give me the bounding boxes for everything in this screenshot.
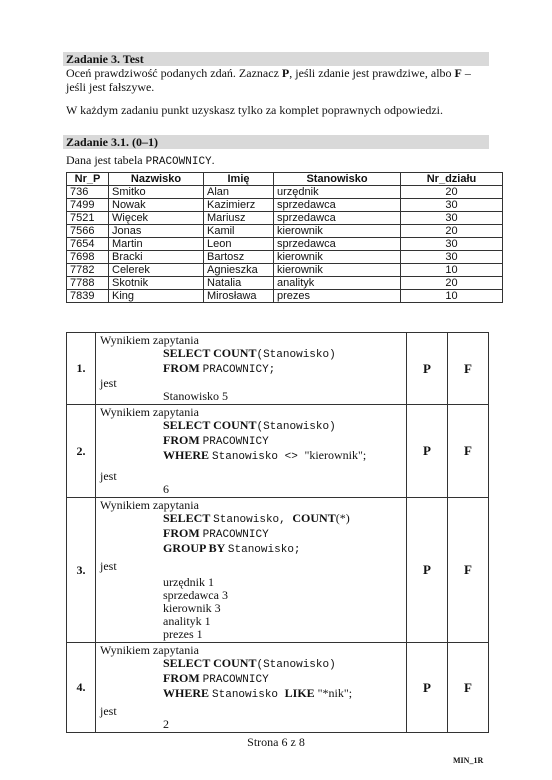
- cell: 736: [67, 186, 109, 199]
- question-lead: Wynikiem zapytania: [100, 643, 199, 657]
- sql-code: PRACOWNICY;: [202, 364, 276, 376]
- sql-code: PRACOWNICY: [202, 674, 269, 686]
- true-option[interactable]: P: [407, 405, 448, 498]
- result-label: jest: [100, 376, 117, 390]
- cell: Bracki: [109, 251, 204, 264]
- sql-line: [100, 362, 402, 377]
- sql-code: PRACOWNICY: [202, 529, 269, 541]
- subtask-header: Zadanie 3.1. (0–1): [66, 135, 159, 149]
- true-option[interactable]: P: [407, 643, 448, 733]
- sql-line: [100, 657, 402, 672]
- instr-f-letter: F: [454, 66, 462, 80]
- cell: 7654: [67, 238, 109, 251]
- false-option[interactable]: F: [448, 498, 489, 643]
- question-row-3: [67, 498, 489, 643]
- sql-keyword: SELECT COUNT: [163, 346, 257, 360]
- question-row-4: [67, 643, 489, 733]
- table-name: PRACOWNICY: [145, 156, 212, 168]
- sql-keyword: SELECT COUNT: [163, 656, 257, 670]
- sql-code: Stanowisko: [212, 689, 285, 701]
- cell: 30: [401, 199, 503, 212]
- cell: Agnieszka: [204, 264, 274, 277]
- cell: Nowak: [109, 199, 204, 212]
- cell: 30: [401, 251, 503, 264]
- false-option[interactable]: F: [448, 643, 489, 733]
- cell: Martin: [109, 238, 204, 251]
- exam-code: MIN_1R: [453, 756, 484, 765]
- cell: Smitko: [109, 186, 204, 199]
- question-lead: Wynikiem zapytania: [100, 333, 199, 347]
- table-row: [67, 212, 503, 225]
- cell: 7839: [67, 290, 109, 303]
- table-row: [67, 225, 503, 238]
- question-row-2: [67, 405, 489, 498]
- cell: 7521: [67, 212, 109, 225]
- sql-keyword: COUNT: [292, 511, 336, 525]
- cell: 7782: [67, 264, 109, 277]
- false-option[interactable]: F: [448, 333, 489, 405]
- result-line: urzędnik 1: [163, 575, 214, 589]
- sql-code: (Stanowisko): [256, 349, 336, 361]
- sql-text: "kierownik";: [304, 448, 367, 462]
- result-line: sprzedawca 3: [163, 588, 228, 602]
- result-line: 6: [163, 482, 169, 496]
- col-header: Imię: [204, 173, 274, 186]
- sql-keyword: FROM: [163, 433, 203, 447]
- result-label: jest: [100, 704, 117, 718]
- sql-keyword: WHERE: [163, 448, 213, 462]
- table-row: [67, 264, 503, 277]
- sql-line: [100, 434, 402, 449]
- cell: kierownik: [274, 225, 401, 238]
- question-number: 3.: [67, 498, 96, 643]
- question-number: 4.: [67, 643, 96, 733]
- sql-keyword: FROM: [163, 526, 203, 540]
- sql-code: PRACOWNICY: [202, 436, 269, 448]
- sql-line: [100, 419, 402, 434]
- cell: Kamil: [204, 225, 274, 238]
- cell: Mirosława: [204, 290, 274, 303]
- question-content: [96, 643, 407, 733]
- sql-line: [100, 542, 402, 557]
- cell: Więcek: [109, 212, 204, 225]
- cell: 10: [401, 290, 503, 303]
- sql-keyword: FROM: [163, 361, 203, 375]
- sql-keyword: WHERE: [163, 686, 213, 700]
- table-row: [67, 199, 503, 212]
- sql-keyword: FROM: [163, 671, 203, 685]
- cell: Leon: [204, 238, 274, 251]
- employees-table: [66, 172, 503, 303]
- question-lead: Wynikiem zapytania: [100, 498, 199, 512]
- task-header: Zadanie 3. Test: [66, 52, 144, 66]
- col-header: Stanowisko: [274, 173, 401, 186]
- cell: 20: [401, 225, 503, 238]
- sql-keyword: SELECT: [163, 511, 214, 525]
- cell: kierownik: [274, 251, 401, 264]
- result-label: jest: [100, 469, 117, 483]
- instr-text-c: – jeśli jest fałszywe.: [66, 66, 471, 94]
- result-line: 2: [163, 717, 169, 731]
- cell: Skotnik: [109, 277, 204, 290]
- question-number: 1.: [67, 333, 96, 405]
- instr-text-a: Oceń prawdziwość podanych zdań. Zaznacz: [66, 66, 282, 80]
- cell: analityk: [274, 277, 401, 290]
- col-header: Nr_P: [67, 173, 109, 186]
- cell: kierownik: [274, 264, 401, 277]
- table-row: [67, 238, 503, 251]
- table-row: [67, 251, 503, 264]
- result-line: prezes 1: [163, 627, 203, 641]
- task-instructions: [66, 66, 489, 94]
- cell: 20: [401, 277, 503, 290]
- sql-code: (Stanowisko): [256, 659, 336, 671]
- cell: 7698: [67, 251, 109, 264]
- cell: prezes: [274, 290, 401, 303]
- task-note: W każdym zadaniu punkt uzyskasz tylko za komplet poprawnych odpowiedzi.: [66, 103, 444, 117]
- sql-line: [100, 687, 402, 702]
- true-option[interactable]: P: [407, 498, 448, 643]
- result-label: jest: [100, 559, 117, 573]
- cell: 20: [401, 186, 503, 199]
- sql-code: (Stanowisko): [256, 421, 336, 433]
- result-line: analityk 1: [163, 614, 211, 628]
- result-line: Stanowisko 5: [163, 389, 229, 403]
- table-row: [67, 186, 503, 199]
- question-content: [96, 405, 407, 498]
- cell: Celerek: [109, 264, 204, 277]
- intro-text: Dana jest tabela: [66, 153, 146, 167]
- cell: sprzedawca: [274, 199, 401, 212]
- sql-text: (*): [335, 511, 350, 525]
- questions-table: [66, 332, 489, 733]
- result-line: kierownik 3: [163, 601, 221, 615]
- sql-code: Stanowisko <>: [212, 451, 305, 463]
- cell: 7788: [67, 277, 109, 290]
- sql-line: [100, 672, 402, 687]
- question-lead: Wynikiem zapytania: [100, 405, 199, 419]
- sql-code: Stanowisko,: [213, 514, 293, 526]
- sql-keyword: LIKE: [284, 686, 318, 700]
- cell: Alan: [204, 186, 274, 199]
- sql-line: [100, 449, 402, 464]
- question-number: 2.: [67, 405, 96, 498]
- cell: 30: [401, 212, 503, 225]
- table-row: [67, 277, 503, 290]
- intro-end: .: [211, 153, 215, 167]
- sql-line: [100, 512, 402, 527]
- cell: sprzedawca: [274, 212, 401, 225]
- question-row-1: [67, 333, 489, 405]
- question-content: [96, 333, 407, 405]
- sql-text: "*nik";: [317, 686, 353, 700]
- col-header: Nr_działu: [401, 173, 503, 186]
- cell: 30: [401, 238, 503, 251]
- false-option[interactable]: F: [448, 405, 489, 498]
- cell: Bartosz: [204, 251, 274, 264]
- col-header: Nazwisko: [109, 173, 204, 186]
- instr-p-letter: P: [281, 66, 290, 80]
- cell: 7566: [67, 225, 109, 238]
- cell: sprzedawca: [274, 238, 401, 251]
- cell: Mariusz: [204, 212, 274, 225]
- sql-keyword: GROUP BY: [163, 541, 228, 555]
- cell: Kazimierz: [204, 199, 274, 212]
- cell: 10: [401, 264, 503, 277]
- subtask-intro: [66, 153, 489, 169]
- question-content: [96, 498, 407, 643]
- sql-line: [100, 527, 402, 542]
- cell: Jonas: [109, 225, 204, 238]
- table-row: [67, 290, 503, 303]
- instr-text-b: , jeśli zdanie jest prawdziwe, albo: [289, 66, 455, 80]
- cell: Natalia: [204, 277, 274, 290]
- sql-keyword: SELECT COUNT: [163, 418, 257, 432]
- cell: urzędnik: [274, 186, 401, 199]
- cell: 7499: [67, 199, 109, 212]
- employees-header-row: [67, 173, 503, 186]
- sql-line: [100, 347, 402, 362]
- cell: King: [109, 290, 204, 303]
- sql-code: Stanowisko;: [227, 544, 301, 556]
- page-number: Strona 6 z 8: [247, 735, 305, 749]
- true-option[interactable]: P: [407, 333, 448, 405]
